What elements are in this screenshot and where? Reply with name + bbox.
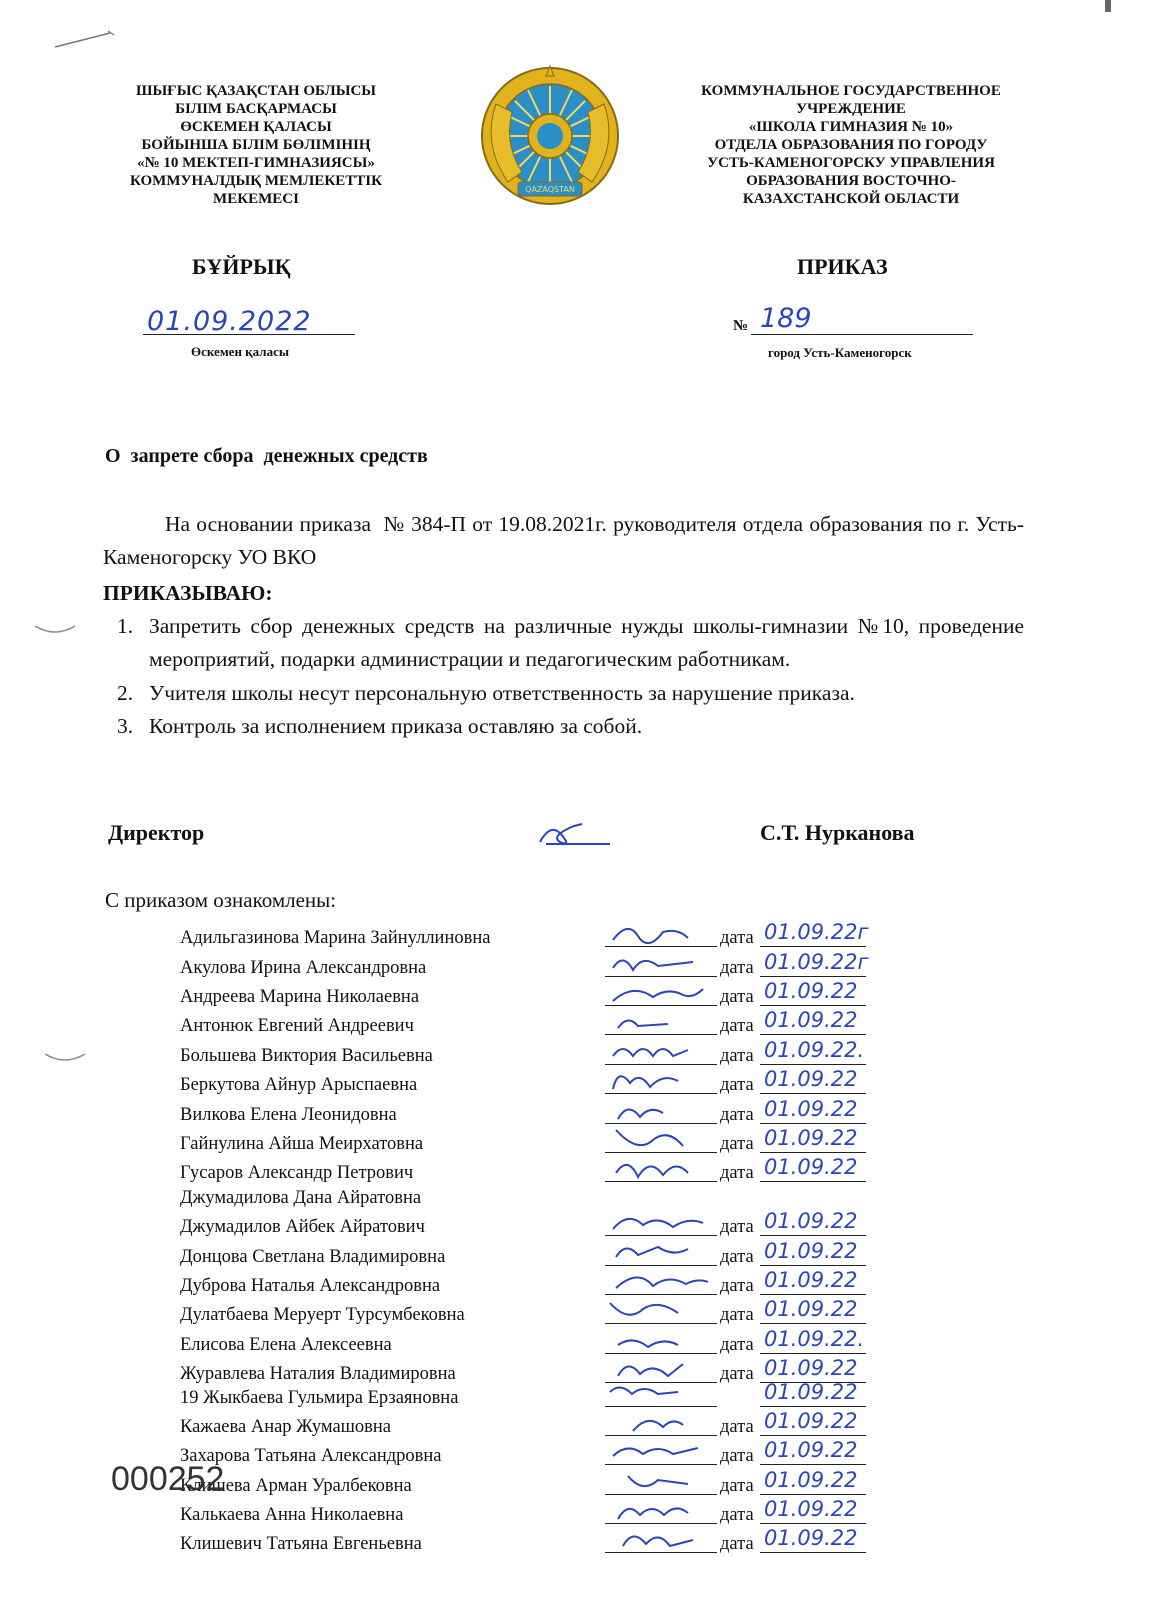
- corner-pen-mark: [50, 25, 120, 55]
- header-left: [108, 82, 404, 208]
- date-word: дата: [720, 1534, 754, 1554]
- ack-name: Джумадилова Дана Айратовна: [180, 1188, 422, 1208]
- signature-stroke: [613, 1448, 698, 1456]
- handwritten-signature: [608, 977, 718, 1009]
- ack-date: 01.09.22: [764, 1267, 858, 1292]
- signature-stroke: [613, 929, 688, 943]
- handwritten-signature: [608, 1295, 718, 1327]
- signature-stroke: [613, 1049, 688, 1056]
- ack-name: Дулатбаева Меруерт Турсумбековна: [180, 1305, 465, 1325]
- header-left-line: КОММУНАЛДЫҚ МЕМЛЕКЕТТІК: [130, 173, 382, 189]
- order-items: [103, 610, 1024, 743]
- basis-paragraph: [103, 508, 1024, 574]
- handwritten-signature: [608, 1006, 718, 1038]
- order-item-text: Контроль за исполнением приказа оставляю за собой.: [149, 714, 643, 738]
- handwritten-signature: [608, 1524, 718, 1556]
- header-right-line: ОТДЕЛА ОБРАЗОВАНИЯ ПО ГОРОДУ: [714, 137, 988, 153]
- signature-stroke: [613, 989, 703, 1001]
- handwritten-signature: [608, 1207, 718, 1239]
- ack-name: Акулова Ирина Александровна: [180, 957, 427, 978]
- ack-name: Адильгазинова Марина Зайнуллиновна: [180, 928, 491, 948]
- ack-date: 01.09.22: [764, 1356, 858, 1380]
- header-right-line: ОБРАЗОВАНИЯ ВОСТОЧНО-: [746, 173, 956, 189]
- ack-date: 01.09.22: [764, 1467, 858, 1492]
- date-word: дата: [720, 987, 754, 1007]
- handwritten-signature: [608, 1095, 718, 1127]
- handwritten-signature: [608, 1036, 718, 1068]
- handwritten-signature: [608, 1153, 718, 1185]
- ack-date: 01.09.22: [764, 979, 858, 1003]
- ack-date: 01.09.22: [764, 1238, 858, 1263]
- signature-stroke: [613, 1076, 678, 1089]
- ack-label: С приказом ознакомлены:: [105, 888, 337, 912]
- date-word: дата: [720, 1364, 754, 1384]
- ack-date: 01.09.22: [764, 1008, 858, 1032]
- director-name: С.Т. Нурканова: [760, 820, 915, 845]
- date-word: дата: [720, 1217, 754, 1237]
- subject: О запрете сбора денежных средств: [105, 445, 428, 467]
- date-word: дата: [720, 1246, 754, 1267]
- ack-name: Дуброва Наталья Александровна: [180, 1275, 441, 1296]
- signature-stroke: [613, 960, 693, 970]
- header-right-line: КОММУНАЛЬНОЕ ГОСУДАРСТВЕННОЕ: [701, 83, 1001, 99]
- signature-stroke: [616, 1164, 688, 1176]
- order-item-text: Запретить сбор денежных средств на различные нужды школы-гимназии №10, проведение мероприятий, подарки администрации и педагогическим работникам.: [149, 614, 1024, 671]
- header-left-line: МЕКЕМЕСІ: [213, 191, 299, 207]
- director-label: Директор: [108, 820, 205, 845]
- signature-stroke: [628, 1476, 688, 1486]
- ack-name: Елисова Елена Алексеевна: [180, 1334, 392, 1355]
- ack-name: Клишевич Татьяна Евгеньевна: [180, 1534, 422, 1554]
- basis-text: На основании приказа № 384-П от 19.08.2021г. руководителя отдела образования по г. Усть-Каменогорску УО ВКО: [103, 512, 1024, 569]
- signature-stroke: [618, 1109, 663, 1119]
- date-word: дата: [720, 1133, 754, 1154]
- ack-date: 01.09.22: [764, 1297, 858, 1321]
- ack-date: 01.09.22г: [764, 920, 869, 944]
- order-item: [103, 710, 1024, 743]
- header-left-line: БОЙЫНША БІЛІМ БӨЛІМІНІҢ: [141, 137, 371, 153]
- ack-name: Джумадилов Айбек Айратович: [180, 1217, 425, 1237]
- header-left-line: ШЫҒЫС ҚАЗАҚСТАН ОБЛЫСЫ: [135, 83, 377, 99]
- date-word: дата: [720, 1504, 754, 1525]
- date-word: дата: [720, 1334, 754, 1355]
- ack-date: 01.09.22: [764, 1438, 858, 1462]
- signature-stroke: [618, 1364, 683, 1376]
- handwritten-signature: [608, 1466, 718, 1498]
- signature-stroke: [618, 1020, 668, 1028]
- signature-stroke: [618, 1340, 678, 1347]
- header-right-line: УСТЬ-КАМЕНОГОРСКУ УПРАВЛЕНИЯ: [707, 155, 995, 171]
- date-handwritten: 01.09.2022: [147, 306, 312, 337]
- ack-name: Андреева Марина Николаевна: [180, 987, 420, 1007]
- date-word: дата: [720, 1446, 754, 1466]
- handwritten-signature: [608, 1436, 718, 1468]
- date-word: дата: [720, 1416, 754, 1437]
- ack-name: Захарова Татьяна Александровна: [180, 1446, 442, 1466]
- handwritten-signature: [608, 1237, 718, 1269]
- date-word: дата: [720, 1045, 754, 1066]
- date-line: [143, 334, 355, 335]
- handwritten-signature: [608, 1495, 718, 1527]
- handwritten-signature: [608, 1124, 718, 1156]
- signature-stroke: [610, 1303, 678, 1315]
- ack-date: 01.09.22: [764, 1154, 858, 1179]
- ack-date: 01.09.22: [764, 1125, 858, 1150]
- ack-name: Вилкова Елена Леонидовна: [180, 1104, 397, 1125]
- ack-name: Гусаров Александр Петрович: [180, 1162, 414, 1183]
- signature-stroke: [616, 1130, 683, 1146]
- date-word: дата: [720, 1104, 754, 1125]
- ack-name: Антонюк Евгений Андреевич: [180, 1016, 414, 1036]
- ack-name: Большева Виктория Васильевна: [180, 1045, 433, 1066]
- header-right: [676, 82, 1026, 208]
- ack-date: 01.09.22: [764, 1526, 858, 1550]
- date-word: дата: [720, 957, 754, 978]
- signature-stroke: [633, 1420, 683, 1430]
- signature-stroke: [618, 1508, 688, 1519]
- header-right-line: КАЗАХСТАНСКОЙ ОБЛАСТИ: [742, 191, 960, 207]
- header-right-line: «ШКОЛА ГИМНАЗИЯ № 10»: [748, 119, 954, 135]
- city-ru: город Усть-Каменогорск: [768, 345, 912, 360]
- ack-date: 01.09.22г: [764, 949, 869, 974]
- handwritten-signature: [608, 1325, 718, 1357]
- order-item-number: 2.: [117, 681, 134, 705]
- edge-mark: [1105, 0, 1111, 12]
- date-word: дата: [720, 1305, 754, 1325]
- order-item-number: 1.: [117, 614, 134, 638]
- signature-stroke: [616, 1247, 688, 1257]
- ack-name: Донцова Светлана Владимировна: [180, 1246, 446, 1267]
- signature-stroke: [610, 1387, 678, 1394]
- stamp-number: 000252: [111, 1460, 225, 1498]
- ack-date: 01.09.22: [764, 1067, 858, 1091]
- emblem-label: QAZAQSTAN: [525, 185, 575, 194]
- ack-name: Беркутова Айнур Арыспаевна: [180, 1075, 418, 1095]
- punch-hole-mark: [30, 618, 80, 638]
- number-line: [751, 334, 973, 335]
- number-handwritten: 189: [760, 303, 812, 334]
- ack-date: 01.09.22: [764, 1096, 858, 1121]
- title-ru: ПРИКАЗ: [797, 254, 888, 279]
- signature-stroke: [623, 1536, 693, 1546]
- header-left-line: «№ 10 МЕКТЕП-ГИМНАЗИЯСЫ»: [137, 155, 375, 171]
- ack-date: 01.09.22.: [764, 1037, 865, 1062]
- header-left-line: БІЛІМ БАСҚАРМАСЫ: [175, 101, 337, 117]
- city-kz: Өскемен қаласы: [191, 344, 290, 359]
- date-word: дата: [720, 1275, 754, 1296]
- ack-name: Гайнулина Айша Меирхатовна: [180, 1133, 424, 1154]
- ack-date: 01.09.22: [764, 1408, 858, 1433]
- order-item-number: 3.: [117, 714, 134, 738]
- handwritten-signature: [608, 1407, 718, 1439]
- order-item: [103, 610, 1024, 676]
- date-word: дата: [720, 1016, 754, 1036]
- ack-name: Журавлева Наталия Владимировна: [180, 1364, 456, 1384]
- state-emblem-icon: [478, 64, 622, 212]
- handwritten-signature: [608, 1266, 718, 1298]
- ack-date: 01.09.22: [764, 1380, 858, 1404]
- handwritten-signature: [608, 918, 718, 950]
- signature-stroke: [616, 1277, 708, 1288]
- number-prefix: №: [733, 318, 749, 334]
- director-signature: [530, 812, 620, 852]
- date-word: дата: [720, 1075, 754, 1095]
- title-kz: БҰЙРЫҚ: [192, 254, 291, 279]
- signature-stroke: [613, 1219, 703, 1229]
- ack-date: 01.09.22: [764, 1209, 858, 1233]
- ack-name: 19 Жыкбаева Гульмира Ерзаяновна: [180, 1388, 459, 1408]
- order-word: ПРИКАЗЫВАЮ:: [103, 581, 273, 605]
- order-item-text: Учителя школы несут персональную ответственность за нарушение приказа.: [149, 681, 855, 705]
- date-word: дата: [720, 928, 754, 948]
- ack-date: 01.09.22.: [764, 1326, 865, 1351]
- ack-name: Калькаева Анна Николаевна: [180, 1504, 404, 1525]
- date-word: дата: [720, 1475, 754, 1496]
- header-left-line: ӨСКЕМЕН ҚАЛАСЫ: [180, 119, 332, 135]
- handwritten-signature: [608, 948, 718, 980]
- date-word: дата: [720, 1162, 754, 1183]
- ack-name: Кажаева Анар Жумашовна: [180, 1416, 391, 1437]
- order-item: [103, 677, 1024, 710]
- ack-name: Клишева Арман Уралбековна: [180, 1475, 412, 1496]
- handwritten-signature: [608, 1065, 718, 1097]
- handwritten-signature: [608, 1378, 718, 1410]
- ack-date: 01.09.22: [764, 1496, 858, 1521]
- header-right-line: УЧРЕЖДЕНИЕ: [796, 101, 906, 117]
